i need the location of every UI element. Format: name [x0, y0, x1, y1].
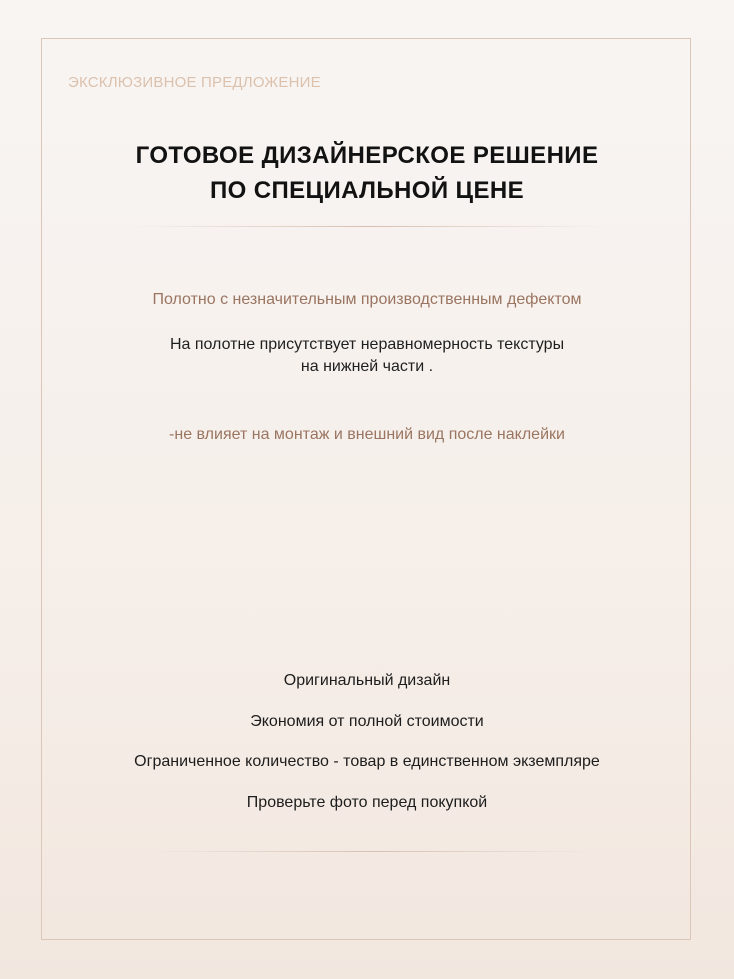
feature-savings: Экономия от полной стоимости — [250, 713, 484, 730]
defect-note: Полотно с незначительным производственным дефектом — [152, 291, 582, 308]
feature-check-photo: Проверьте фото перед покупкой — [246, 794, 488, 811]
headline-line-1: ГОТОВОЕ ДИЗАЙНЕРСКОЕ РЕШЕНИЕ — [135, 142, 599, 169]
top-divider — [128, 226, 608, 227]
no-effect-note: -не влияет на монтаж и внешний вид после наклейки — [169, 426, 565, 443]
headline-line-2: ПО СПЕЦИАЛЬНОЙ ЦЕНЕ — [209, 177, 525, 204]
texture-note-line-1: На полотне присутствует неравномерность текстуры — [169, 336, 565, 353]
bottom-divider — [152, 851, 592, 852]
feature-original-design: Оригинальный дизайн — [283, 672, 451, 689]
eyebrow-label: ЭКСКЛЮЗИВНОЕ ПРЕДЛОЖЕНИЕ — [68, 74, 321, 91]
feature-limited-quantity: Ограниченное количество - товар в единственном экземпляре — [134, 753, 600, 770]
texture-note-line-2: на нижней части . — [300, 358, 434, 375]
